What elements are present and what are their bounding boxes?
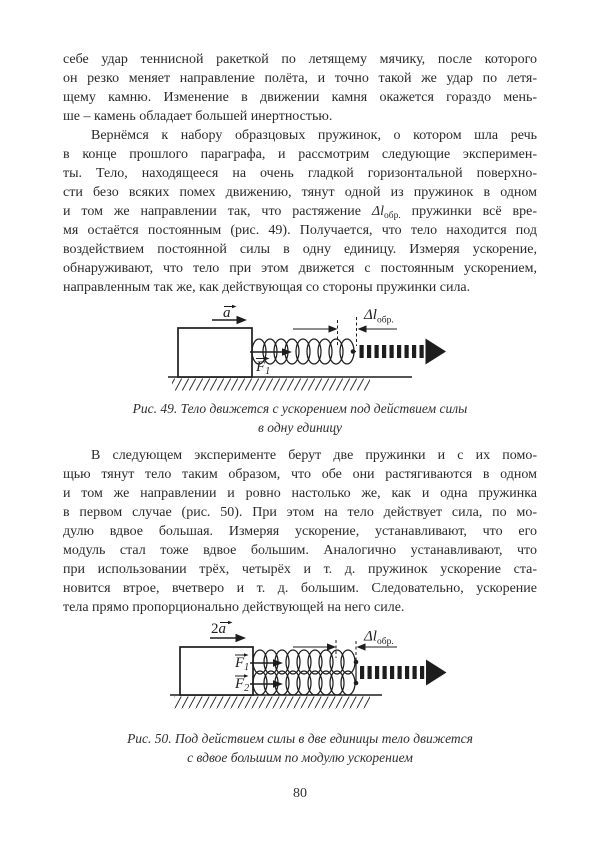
text-line <box>63 579 537 598</box>
text-line <box>63 69 537 88</box>
figure-49-diagram <box>140 300 500 395</box>
text-segment: модуль стал тоже вдвое большим. Аналогично устанавливают, что <box>63 543 537 558</box>
text-segment: себе удар теннисной ракеткой по летящему мячику, после которого <box>63 52 537 67</box>
text-line <box>63 88 537 107</box>
measure-arrowhead-right <box>327 643 336 650</box>
ground <box>168 377 412 391</box>
arrowhead <box>236 634 247 642</box>
text-segment: и том же направлении так, что растяжение <box>63 204 372 219</box>
text-line <box>63 484 537 503</box>
attachment-point <box>354 660 359 665</box>
text-segment: щью тянут тело таким образом, что обе они растягиваются в одном <box>63 467 537 482</box>
text-segment: новится втрое, вчетверо и т. д. большим. Следовательно, ускорение <box>63 581 537 596</box>
text-segment: дулю вдвое большая. Измеряя ускорение, устанавливают, что его <box>63 524 537 539</box>
text-line <box>63 126 537 145</box>
text-segment: обнаруживают, что тело при этом движется с постоянным ускорением, <box>63 261 537 276</box>
text-segment: тела прямо пропорционально действующей на него силе. <box>63 600 405 615</box>
attachment-point <box>354 681 359 686</box>
body-text-block-2 <box>63 446 537 617</box>
text-segment: В следующем эксперименте берут две пружинки и с их помо- <box>91 448 537 463</box>
paragraph <box>63 446 537 617</box>
arrowhead <box>237 316 248 324</box>
paragraph <box>63 50 537 126</box>
text-segment: в конце прошлого параграфа, и рассмотрим следующие эксперимен- <box>63 147 537 162</box>
caption-line: Рис. 50. Под действием силы в две единицы тело движется <box>127 731 473 746</box>
text-segment: он резко меняет направление полёта, и точно такой же удар по летя- <box>63 71 537 86</box>
ground <box>170 695 382 709</box>
text-line <box>63 465 537 484</box>
text-segment: при использовании трёх, четырёх и т. д. пружинок ускорение ста- <box>63 562 537 577</box>
text-line <box>63 522 537 541</box>
text-segment: сти безо всяких помех движению, тянут одной из пружинок в одном <box>63 185 537 200</box>
text-segment: Вернёмся к набору образцовых пружинок, о котором шла речь <box>91 128 537 143</box>
caption-line: в одну единицу <box>258 420 342 435</box>
text-line <box>63 278 537 297</box>
text-line <box>63 541 537 560</box>
text-line <box>63 183 537 202</box>
body-text-block-1 <box>63 0 537 297</box>
vector-overbar-arrowhead <box>228 621 233 625</box>
acceleration-vector <box>210 621 246 643</box>
measure-arrowhead-left <box>358 325 367 332</box>
text-line <box>63 164 537 183</box>
arrowhead <box>282 348 292 356</box>
text-line <box>63 446 537 465</box>
text-segment: ты. Тело, находящееся на очень гладкой горизонтальной поверхно- <box>63 166 537 181</box>
ground-hatching <box>172 379 370 391</box>
text-segment: в первом случае (рис. 50). При этом на тело действует сила, по мо- <box>63 505 537 520</box>
page-number: 80 <box>293 786 307 801</box>
pull-arrow <box>360 339 447 365</box>
text-line <box>63 145 537 164</box>
extension-label: $\Delta l_{обр.}$ <box>364 307 394 326</box>
text-segment: и том же направлении и ровно настолько же, как и одна пружинка <box>63 486 537 501</box>
figure-50-diagram <box>140 617 500 725</box>
text-segment: ше – камень обладает большей инертностью. <box>63 109 333 124</box>
subscript-text: обр. <box>384 211 401 221</box>
text-segment: воздействием постоянной силы в одну единицу. Измеряя ускорение, <box>63 242 537 257</box>
text-segment: щему камню. Изменение в движении камня окажется гораздо мень- <box>63 90 537 105</box>
extension-label: $\Delta l_{обр.}$ <box>364 628 394 647</box>
paragraph <box>63 126 537 297</box>
text-line <box>63 240 537 259</box>
caption-line: с вдвое большим по модулю ускорением <box>187 750 413 765</box>
text-line <box>63 202 537 221</box>
text-line <box>63 107 537 126</box>
text-line <box>63 221 537 240</box>
text-segment: направленным так же, как действующая со стороны пружинки сила. <box>63 280 471 295</box>
text-segment: Δl <box>371 204 385 219</box>
caption-line: Рис. 49. Тело движется с ускорением под действием силы <box>132 401 468 416</box>
text-line <box>63 259 537 278</box>
acceleration-vector <box>212 305 247 325</box>
figure-50-caption <box>63 729 537 767</box>
text-line <box>63 50 537 69</box>
text-line <box>63 598 537 617</box>
text-line <box>63 560 537 579</box>
pull-arrowhead <box>426 339 447 365</box>
pull-arrow <box>360 660 447 686</box>
attachment-point <box>351 349 356 354</box>
force-2-label: $F_2$ <box>235 676 250 694</box>
force-1-label: $F_1$ <box>235 655 250 673</box>
measure-arrowhead-right <box>329 325 338 332</box>
figure-49-caption <box>63 399 537 437</box>
text-line <box>63 503 537 522</box>
text-segment: пружинки всё вре- <box>400 204 537 219</box>
text-segment: мя остаётся постоянным (рис. 49). Получается, что тело находится под <box>63 223 537 238</box>
block-body <box>178 328 252 377</box>
force-1-label: $F_1$ <box>256 359 271 377</box>
page-content <box>63 0 537 767</box>
acceleration-label: 2a <box>211 621 226 637</box>
pull-arrowhead <box>426 660 447 686</box>
ground-hatching <box>174 697 370 709</box>
vector-overbar-arrowhead <box>232 305 237 309</box>
acceleration-label: a <box>223 305 231 321</box>
